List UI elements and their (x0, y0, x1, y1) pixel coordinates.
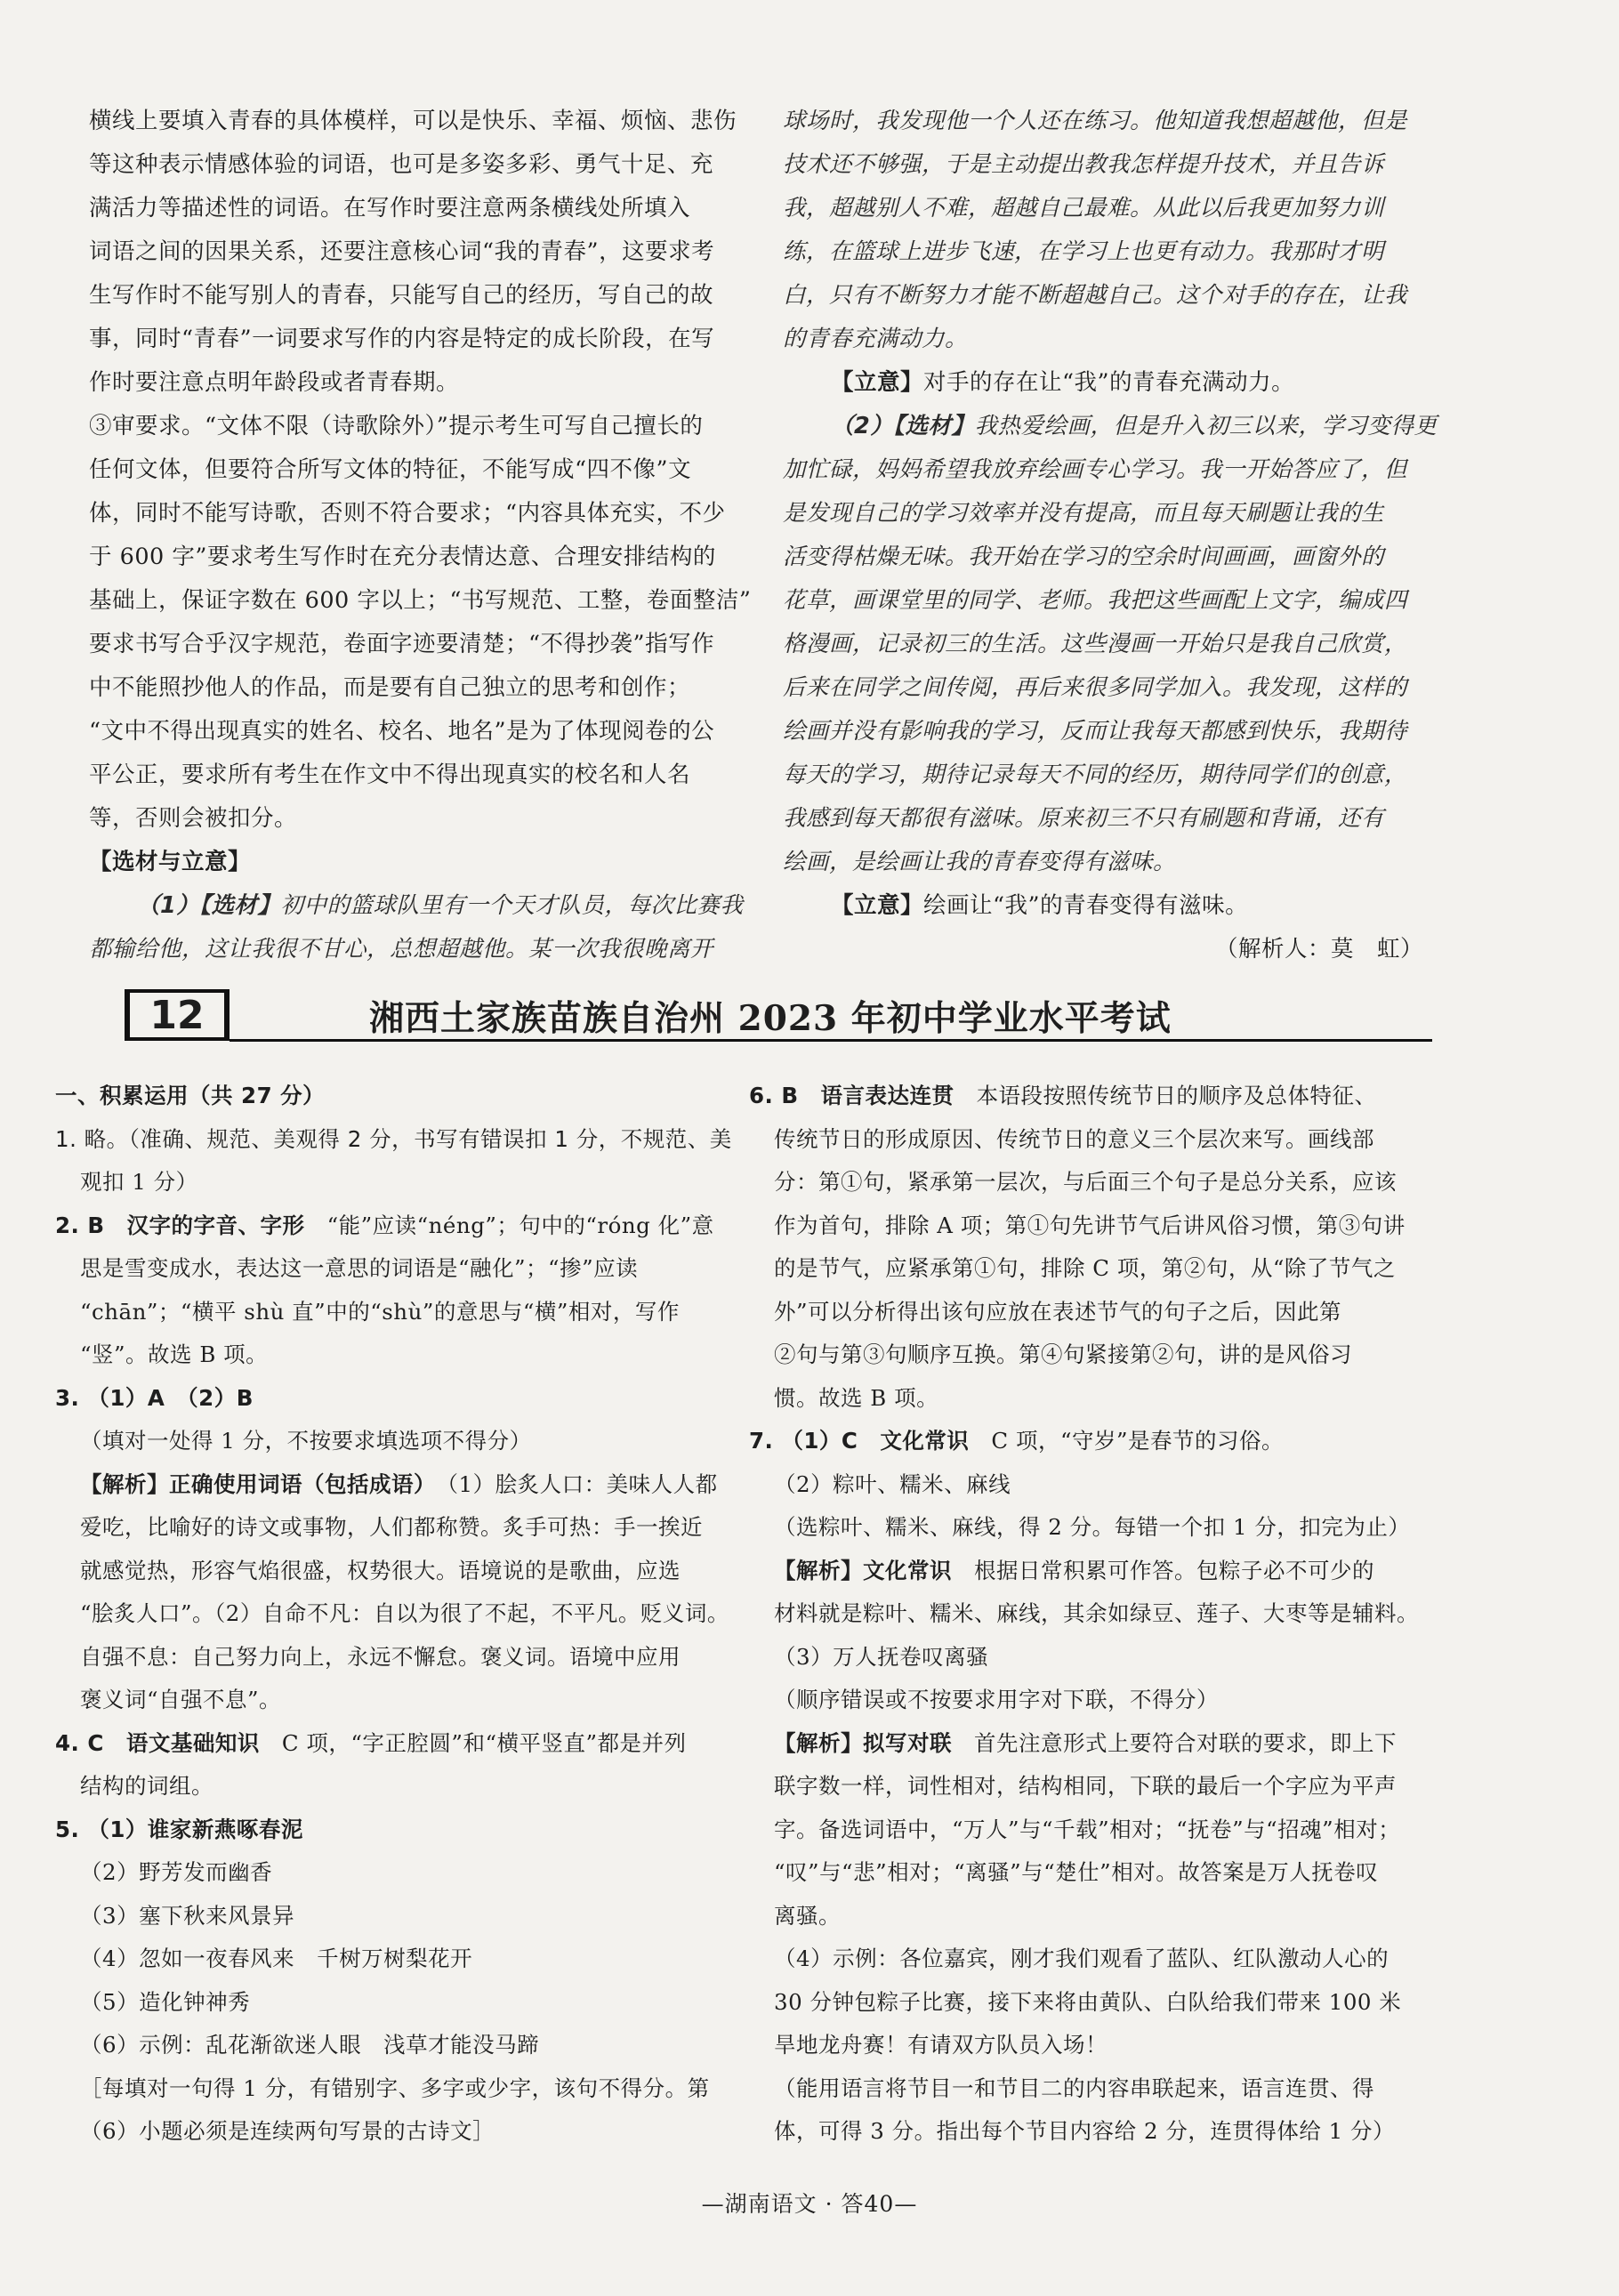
text-line: 体，同时不能写诗歌，否则不符合要求；“内容具体充实，不少 (89, 500, 726, 527)
text-line: 每天的学习，期待记录每天不同的经历，期待同学们的创意， (783, 761, 1408, 788)
text-line: 白，只有不断努力才能不断超越自己。这个对手的存在，让我 (783, 282, 1408, 309)
text-line: 后来在同学之间传阅，再后来很多同学加入。我发现，这样的 (783, 674, 1408, 701)
text-line: 我感到每天都很有滋味。原来初三不只有刷题和背诵，还有 (783, 805, 1385, 832)
answer-text: 首先注意形式上要符合对联的要求，即上下 (974, 1729, 1397, 1756)
answer-line (749, 1420, 1425, 1463)
answer-line: “竖”。故选 B 项。 (80, 1341, 269, 1367)
text-line: 练，在篮球上进步飞速，在学习上也更有动力。我那时才明 (783, 238, 1385, 265)
text-line: ③审要求。“文体不限（诗歌除外）”提示考生可写自己擅长的 (89, 413, 704, 439)
answer-line: 分：第①句，紧承第一层次，与后面三个句子是总分关系，应该 (774, 1169, 1397, 1195)
exp-label: 【解析】正确使用词语（包括成语） (80, 1470, 425, 1497)
text-line: 格漫画，记录初三的生活。这些漫画一开始只是我自己欣赏， (783, 631, 1408, 657)
answer-line (749, 1722, 1425, 1766)
answer-text: 本语段按照传统节日的顺序及总体特征、 (976, 1083, 1377, 1108)
answer-line: （2）粽叶、糯米、麻线 (774, 1470, 1011, 1497)
answer-line: 体，可得 3 分。指出每个节目内容给 2 分，连贯得体给 1 分） (774, 2118, 1395, 2144)
text-line: 中不能照抄他人的作品，而是要有自己独立的思考和创作； (89, 674, 691, 701)
answer-text: C 项，“守岁”是春节的习俗。 (991, 1428, 1285, 1454)
answer-line: （能用语言将节目一和节目二的内容串联起来，语言连贯、得 (774, 2074, 1374, 2101)
answer-text: C 项，“字正腔圆”和“横平竖直”都是并列 (281, 1729, 687, 1756)
text-line: 球场时，我发现他一个人还在练习。他知道我想超越他，但是 (783, 108, 1408, 134)
exam-header (125, 989, 1432, 1044)
text-line: 等，否则会被扣分。 (89, 805, 298, 832)
answer-line: 的是节气，应紧承第①句，排除 C 项，第②句，从“除了节气之 (774, 1255, 1396, 1281)
answer-line (55, 1463, 740, 1507)
text-line: 技术还不够强，于是主动提出教我怎样提升技术，并且告诉 (783, 151, 1385, 178)
exp-label: 【解析】文化常识 (774, 1557, 952, 1583)
text-line: 绘画并没有影响我的学习，反而让我每天都感到快乐，我期待 (783, 718, 1408, 745)
answer-head: 2. B 汉字的字音、字形 (55, 1212, 305, 1238)
answer-line (55, 1204, 740, 1248)
text-line: 花草，画课堂里的同学、老师。我把这些画配上文字，编成四 (783, 587, 1408, 614)
text-line: 的青春充满动力。 (783, 326, 969, 352)
text-line (783, 884, 1423, 928)
answer-line (749, 1075, 1425, 1118)
answer-line: 爱吃，比喻好的诗文或事物，人们都称赞。炙手可热：手一挨近 (80, 1514, 703, 1540)
answer-line: 惯。故选 B 项。 (774, 1384, 939, 1411)
header-rule (230, 1039, 1432, 1042)
page-footer: —湖南语文 · 答40— (701, 2191, 918, 2217)
text-line (89, 884, 744, 928)
answer-head: 4. C 语文基础知识 (55, 1729, 260, 1756)
bottom-right-column (749, 1075, 1425, 2154)
text: 对手的存在让“我”的青春充满动力。 (923, 369, 1295, 396)
text-line: 活变得枯燥无味。我开始在学习的空余时间画画，画窗外的 (783, 544, 1385, 570)
answer-line: 30 分钟包粽子比赛，接下来将由黄队、白队给我们带来 100 米 (774, 1988, 1402, 2015)
answer-line: （4）忽如一夜春风来 千树万树梨花开 (80, 1946, 473, 1971)
answer-line: （填对一处得 1 分，不按要求填选项不得分） (80, 1428, 532, 1454)
text-line: 词语之间的因果关系，还要注意核心词“我的青春”，这要求考 (89, 238, 715, 265)
top-right-column (783, 100, 1438, 971)
answer-text: （1）脍炙人口：美味人人都 (447, 1470, 718, 1497)
answer-head: 5. （1）谁家新燕啄春泥 (55, 1816, 303, 1842)
answer-line: 结构的词组。 (80, 1773, 213, 1799)
answer-line: 作为首句，排除 A 项；第①句先讲节气后讲风俗习惯，第③句讲 (774, 1212, 1406, 1238)
text-line: 绘画，是绘画让我的青春变得有滋味。 (783, 849, 1177, 875)
top-left-column (89, 100, 752, 971)
answer-line: 联字数一样，词性相对，结构相同，下联的最后一个字应为平声 (774, 1773, 1397, 1799)
text-line: 等这种表示情感体验的词语，也可是多姿多彩、勇气十足、充 (89, 151, 714, 178)
text-line: 作时要注意点明年龄段或者青春期。 (89, 369, 460, 396)
answer-line: （3）万人抚卷叹离骚 (774, 1643, 989, 1670)
label: （1）【选材】 (137, 892, 281, 919)
answer-line: （5）造化钟神秀 (80, 1988, 251, 2015)
text-line: 是发现自己的学习效率并没有提高，而且每天刷题让我的生 (783, 500, 1385, 527)
section-heading: 【选材与立意】 (89, 849, 252, 875)
text-line: 要求书写合乎汉字规范，卷面字迹要清楚；“不得抄袭”指写作 (89, 631, 715, 657)
answer-head: 7. （1）C 文化常识 (749, 1428, 970, 1454)
label: 【立意】 (831, 892, 924, 919)
section-title: 一、积累运用（共 27 分） (55, 1083, 326, 1108)
answer-line: （6）示例：乱花渐欲迷人眼 浅草才能没马蹄 (80, 2032, 540, 2058)
answer-line (749, 1550, 1425, 1593)
answer-line: “chān”；“横平 shù 直”中的“shù”的意思与“横”相对，写作 (80, 1298, 680, 1325)
text: 我热爱绘画，但是升入初三以来，学习变得更 (974, 413, 1438, 439)
text-line: 我，超越别人不难，超越自己最难。从此以后我更加努力训 (783, 195, 1385, 222)
answer-line: （3）塞下秋来风景异 (80, 1902, 295, 1929)
answer-line: （选粽叶、糯米、麻线，得 2 分。每错一个扣 1 分，扣完为止） (774, 1514, 1411, 1540)
text-line (783, 405, 1438, 448)
text-line: 满活力等描述性的词语。在写作时要注意两条横线处所填入 (89, 195, 691, 222)
text-line: 加忙碌，妈妈希望我放弃绘画专心学习。我一开始答应了，但 (783, 456, 1408, 483)
answer-line: 观扣 1 分） (80, 1169, 198, 1195)
answer-text: 根据日常积累可作答。包粽子必不可少的 (974, 1557, 1374, 1583)
answer-line: （顺序错误或不按要求用字对下联，不得分） (774, 1687, 1219, 1712)
answer-line: （4）示例：各位嘉宾，刚才我们观看了蓝队、红队激动人心的 (774, 1946, 1389, 1971)
answer-head: 3. （1）A （2）B (55, 1384, 254, 1411)
answer-line: （2）野芳发而幽香 (80, 1859, 273, 1885)
answer-line: “脍炙人口”。（2）自命不凡：自以为很了不起，不平凡。贬义词。 (80, 1600, 729, 1626)
answer-line: 材料就是粽叶、糯米、麻线，其余如绿豆、莲子、大枣等是辅料。 (774, 1600, 1419, 1626)
answer-line: 思是雪变成水，表达这一意思的词语是“融化”；“掺”应读 (80, 1255, 639, 1281)
answer-line: 自强不息：自己努力向上，永远不懈怠。褒义词。语境中应用 (80, 1643, 681, 1670)
exam-title: 湘西土家族苗族自治州 2023 年初中学业水平考试 (369, 998, 1172, 1039)
text-line: 横线上要填入青春的具体模样，可以是快乐、幸福、烦恼、悲伤 (89, 108, 737, 134)
text-line: 于 600 字”要求考生写作时在充分表情达意、合理安排结构的 (89, 544, 716, 570)
text-line: 生写作时不能写别人的青春，只能写自己的经历，写自己的故 (89, 282, 714, 309)
answer-line: “叹”与“悲”相对；“离骚”与“楚仕”相对。故答案是万人抚卷叹 (774, 1859, 1379, 1885)
answer-line: （6）小题必须是连续两句写景的古诗文］ (80, 2118, 495, 2144)
answer-line: 旱地龙舟赛！有请双方队员入场！ (774, 2032, 1108, 2058)
answer-line (55, 1722, 740, 1766)
answer-line: 传统节日的形成原因、传统节日的意义三个层次来写。画线部 (774, 1125, 1374, 1152)
answer-head: 6. B 语言表达连贯 (749, 1083, 954, 1108)
analyst-credit: （解析人：莫 虹） (1214, 936, 1423, 963)
text-line: 任何文体，但要符合所写文体的特征，不能写成“四不像”文 (89, 456, 692, 483)
exp-label: 【解析】拟写对联 (774, 1729, 952, 1756)
answer-line: 1. 略。（准确、规范、美观得 2 分，书写有错误扣 1 分，不规范、美 (55, 1125, 732, 1152)
text-line: 基础上，保证字数在 600 字以上；“书写规范、工整，卷面整洁” (89, 587, 752, 614)
exam-number: 12 (125, 989, 230, 1041)
answer-line: 褒义词“自强不息”。 (80, 1687, 282, 1712)
label: 【立意】 (831, 369, 924, 396)
label: （2）【选材】 (831, 413, 975, 439)
answer-line: 离骚。 (774, 1902, 841, 1929)
answer-text: “能”应读“néng”；句中的“róng 化”意 (326, 1212, 714, 1238)
text: 绘画让“我”的青春变得有滋味。 (923, 892, 1249, 919)
answer-line: ［每填对一句得 1 分，有错别字、多字或少字，该句不得分。第 (80, 2074, 710, 2101)
text: 初中的篮球队里有一个天才队员，每次比赛我 (280, 892, 744, 919)
text-line: 平公正，要求所有考生在作文中不得出现真实的校名和人名 (89, 761, 691, 788)
answer-line: 外”可以分析得出该句应放在表述节气的句子之后，因此第 (774, 1298, 1342, 1325)
bottom-left-column (55, 1075, 740, 2154)
text-line (783, 361, 1423, 405)
text-line: 都输给他，这让我很不甘心，总想超越他。某一次我很晚离开 (89, 936, 714, 963)
answer-line: 字。备选词语中，“万人”与“千载”相对；“抚卷”与“招魂”相对； (774, 1816, 1401, 1842)
answer-line: ②句与第③句顺序互换。第④句紧接第②句，讲的是风俗习 (774, 1341, 1352, 1367)
answer-line: 就感觉热，形容气焰很盛，权势很大。语境说的是歌曲，应选 (80, 1557, 681, 1583)
text-line: “文中不得出现真实的姓名、校名、地名”是为了体现阅卷的公 (89, 718, 715, 745)
text-line: 事，同时“青春”一词要求写作的内容是特定的成长阶段，在写 (89, 326, 715, 352)
